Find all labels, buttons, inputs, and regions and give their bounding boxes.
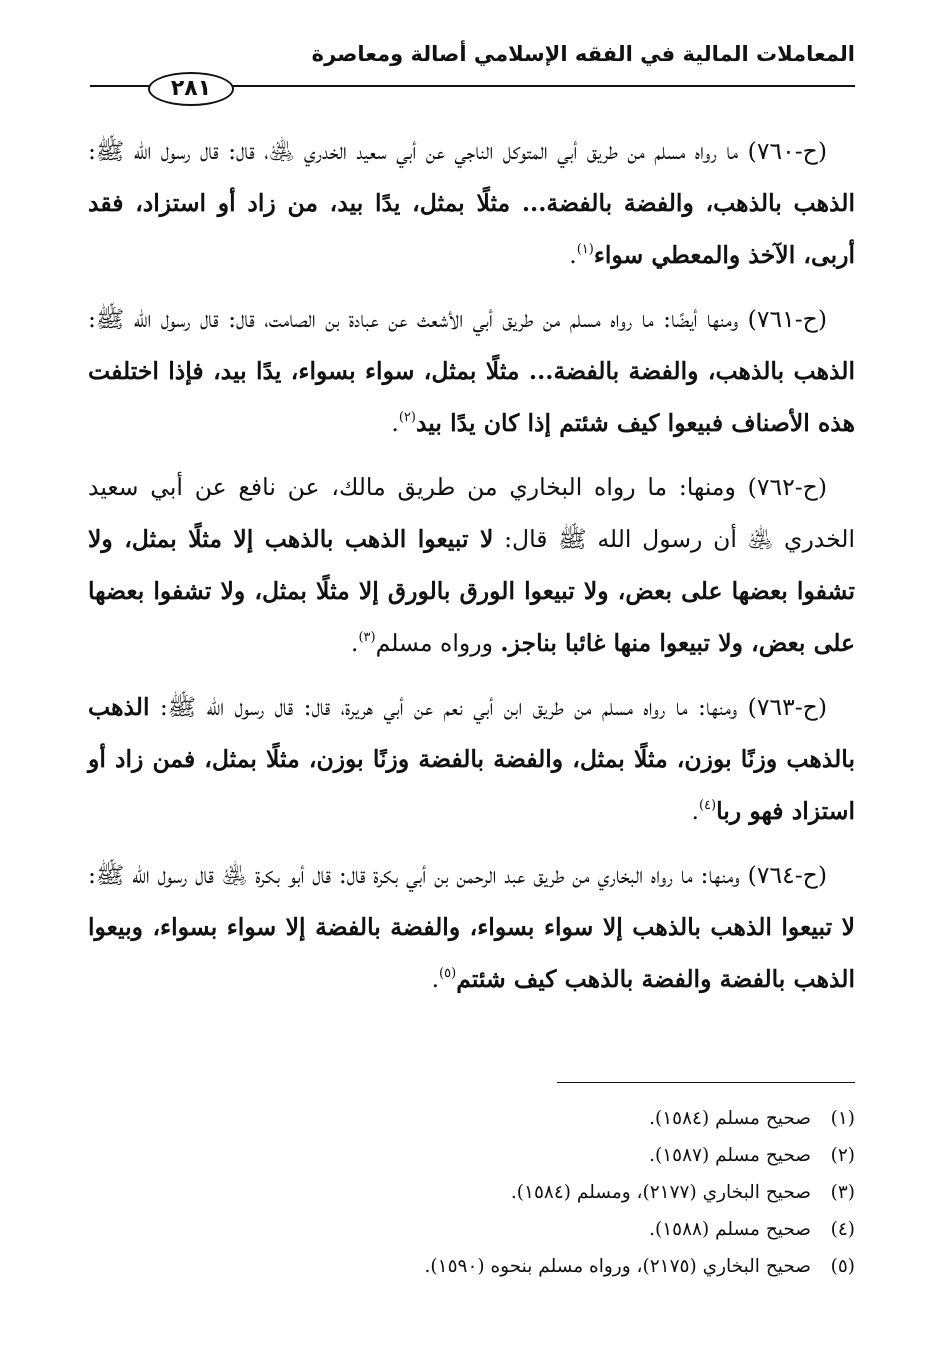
hadith-tail: . — [350, 629, 359, 657]
hadith-762 — [88, 461, 855, 669]
footnote-number: (٤) — [830, 1219, 855, 1240]
footnote-text: صحيح مسلم (١٥٨٨). — [649, 1219, 811, 1240]
hadith-ref: (ح-٧٦٠) — [747, 137, 827, 165]
footnote-number: (٢) — [830, 1145, 855, 1166]
hadith-matn: لا تبيعوا الذهب بالذهب إلا سواء بسواء، والفضة بالفضة إلا سواء بسواء، وبيعوا الذهب بالفضة والفضة بالذهب كيف شئتم — [88, 913, 855, 993]
footnote-marker: (٥) — [439, 966, 457, 981]
hadith-ref: (ح-٧٦٤) — [747, 861, 827, 889]
footnote-item — [88, 1100, 855, 1137]
hadith-763 — [88, 681, 855, 837]
footnote-text: صحيح مسلم (١٥٨٤). — [649, 1108, 811, 1129]
footnote-text: صحيح مسلم (١٥٨٧). — [649, 1145, 811, 1166]
footnote-marker: (٤) — [698, 798, 717, 813]
footnote-text: صحيح البخاري (٢١٧٥)، ورواه مسلم بنحوه (١٥٩٠). — [424, 1256, 811, 1277]
running-header-title: المعاملات المالية في الفقه الإسلامي أصالة ومعاصرة — [311, 42, 855, 66]
footnote-marker: (٣) — [358, 630, 376, 645]
hadith-matn: الذهب بالذهب وزنًا بوزن، مثلًا بمثل، والفضة بالفضة وزنًا بوزن، مثلًا بمثل، فمن زاد أو استزاد فهو ربا — [88, 693, 855, 825]
hadith-tail: . — [431, 965, 440, 993]
footnote-number: (١) — [830, 1108, 855, 1129]
hadith-intro: ومنها: ما رواه البخاري من طريق مالك، عن نافع عن أبي سعيد الخدري ﵁ أن رسول الله ﷺ قال: — [88, 473, 855, 553]
footnote-item — [88, 1137, 855, 1174]
hadith-after: ورواه مسلم — [375, 629, 493, 657]
hadith-intro: ومنها: ما رواه مسلم من طريق ابن أبي نعم عن أبي هريرة، قال: قال رسول الله ﷺ: — [159, 693, 738, 721]
hadith-760 — [88, 125, 855, 281]
footnote-item — [88, 1174, 855, 1211]
footnote-text: صحيح البخاري (٢١٧٧)، ومسلم (١٥٨٤). — [510, 1182, 811, 1203]
hadith-intro: ومنها: ما رواه البخاري من طريق عبد الرحمن بن أبي بكرة قال: قال أبو بكرة ﵁ قال رسول الله ﷺ: — [88, 861, 740, 889]
footnote-number: (٥) — [830, 1256, 855, 1277]
hadith-matn: لا تبيعوا الذهب بالذهب إلا مثلًا بمثل، ولا تشفوا بعضها على بعض، ولا تبيعوا الورق بالورق إلا مثلًا بمثل، ولا تشفوا بعضها على بعض، ولا تبيعوا منها غائبا بناجز. — [88, 525, 855, 657]
hadith-tail: . — [691, 797, 699, 825]
hadith-ref: (ح-٧٦٢) — [747, 473, 827, 501]
hadith-764 — [88, 849, 855, 1005]
footnote-item — [88, 1248, 855, 1285]
hadith-tail: . — [569, 241, 577, 269]
hadith-intro: ما رواه مسلم من طريق أبي المتوكل الناجي عن أبي سعيد الخدري ﵁، قال: قال رسول الله ﷺ: — [88, 137, 739, 165]
hadith-matn: الذهب بالذهب، والفضة بالفضة... مثلًا بمثل، يدًا بيد، من زاد أو استزاد، فقد أربى، الآخذ والمعطي سواء — [88, 189, 855, 269]
page-number: ٢٨١ — [148, 72, 234, 106]
hadith-761 — [88, 293, 855, 449]
footnote-item — [88, 1211, 855, 1248]
hadith-matn: الذهب بالذهب، والفضة بالفضة... مثلًا بمثل، سواء بسواء، يدًا بيد، فإذا اختلفت هذه الأصناف فبيعوا كيف شئتم إذا كان يدًا بيد — [88, 357, 855, 437]
footnote-marker: (٢) — [398, 410, 416, 425]
hadith-ref: (ح-٧٦١) — [747, 305, 827, 333]
footnote-separator — [557, 1082, 855, 1083]
hadith-intro: ومنها أيضًا: ما رواه مسلم من طريق أبي الأشعث عن عبادة بن الصامت، قال: قال رسول الله ﷺ: — [88, 305, 739, 333]
hadith-ref: (ح-٧٦٣) — [747, 693, 827, 721]
footnotes — [88, 1100, 855, 1285]
footnote-number: (٣) — [830, 1182, 855, 1203]
main-text — [88, 125, 855, 1017]
footnote-marker: (١) — [576, 242, 594, 257]
hadith-tail: . — [391, 409, 399, 437]
